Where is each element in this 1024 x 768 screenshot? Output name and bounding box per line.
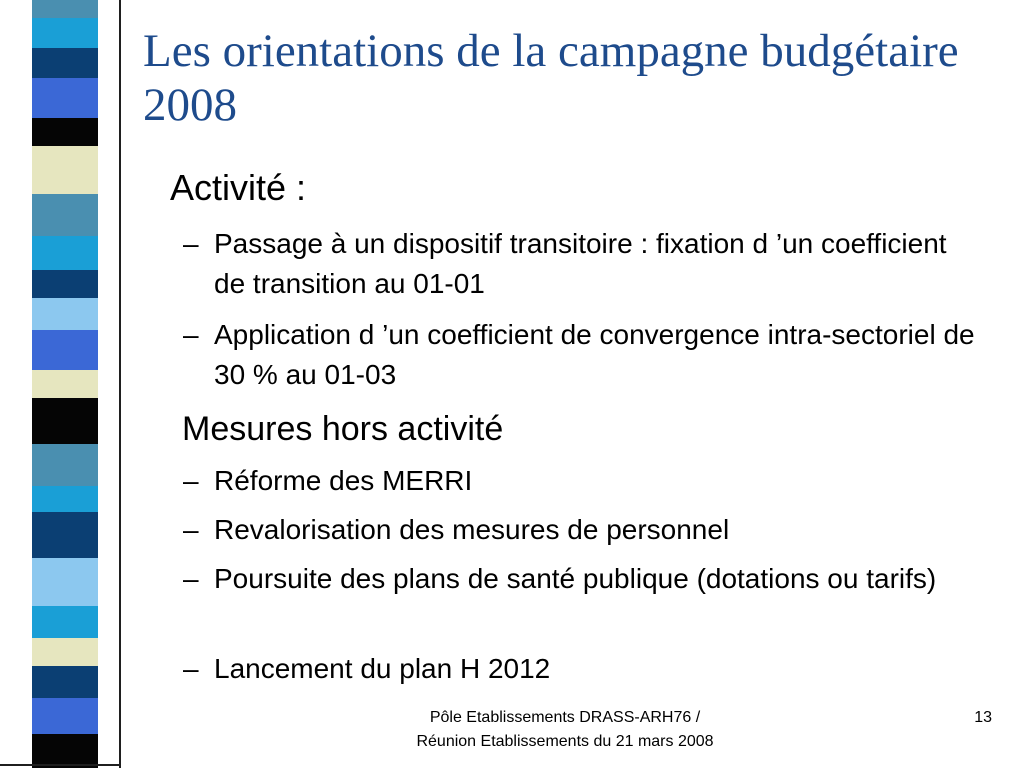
bullet-dash: –	[183, 319, 199, 350]
bullet-dash: –	[183, 465, 199, 496]
bullet-dash: –	[183, 514, 199, 545]
bullet-text: Application d ’un coefficient de convergence intra-sectoriel de 30 % au 01-03	[214, 319, 975, 390]
bullet-dash: –	[183, 653, 199, 684]
bullet-item	[183, 559, 983, 599]
section-heading-activite: Activité :	[170, 167, 307, 208]
bullet-dash: –	[183, 563, 199, 594]
bullet-dash: –	[183, 228, 199, 259]
bullet-item	[183, 224, 983, 304]
bullet-text: Poursuite des plans de santé publique (dotations ou tarifs)	[214, 563, 937, 594]
slide-title: Les orientations de la campagne budgétaire 2008	[143, 25, 959, 131]
bullet-item	[183, 510, 983, 550]
bullet-item	[183, 315, 983, 395]
bullet-text: Réforme des MERRI	[214, 465, 473, 496]
slide-footer: Pôle Etablissements DRASS-ARH76 / Réunion Etablissements du 21 mars 2008	[416, 709, 714, 750]
bullet-text: Lancement du plan H 2012	[214, 653, 551, 684]
slide-page-number: 13	[974, 709, 992, 726]
bullet-item	[183, 649, 983, 689]
bullet-item	[183, 461, 983, 501]
bullet-text: Passage à un dispositif transitoire : fixation d ’un coefficient de transition au 01-01	[214, 228, 947, 299]
section-heading-mesures: Mesures hors activité	[182, 410, 504, 448]
bullet-text: Revalorisation des mesures de personnel	[214, 514, 730, 545]
